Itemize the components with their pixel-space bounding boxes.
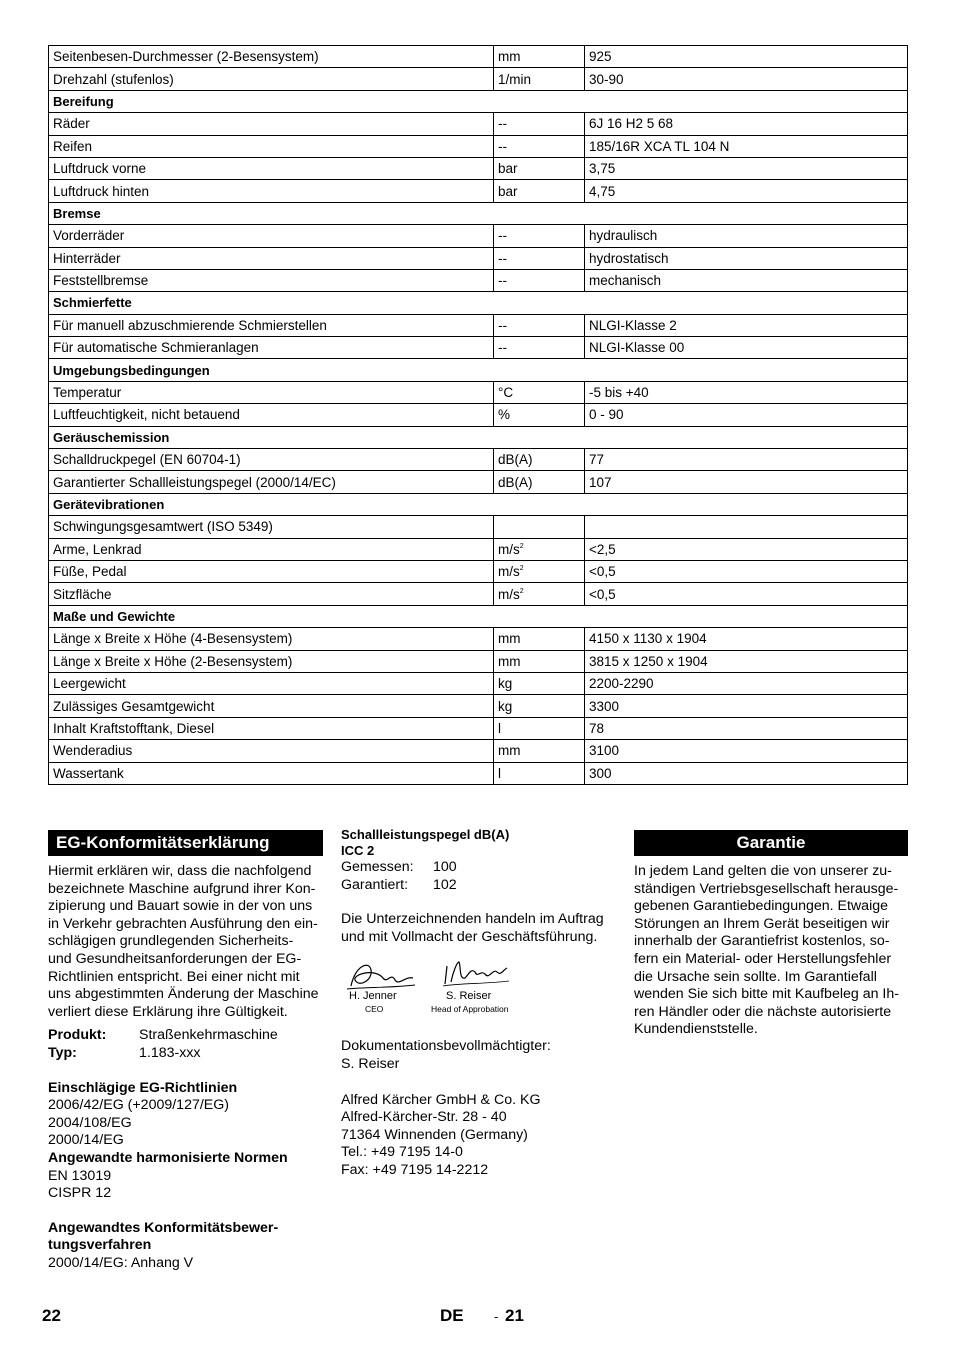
param-unit xyxy=(494,247,585,269)
table-row xyxy=(49,516,908,538)
param-label: Seitenbesen-Durchmesser (2-Besensystem) xyxy=(49,46,494,68)
section-heading: Bereifung xyxy=(49,90,908,112)
doc-rep-block xyxy=(341,1038,616,1073)
warranty-line: die Ursache sein sollte. Im Garantiefall xyxy=(634,968,877,985)
table-row xyxy=(49,560,908,582)
unit-text: °C xyxy=(498,385,514,401)
type-label: Typ: xyxy=(48,1044,77,1061)
param-value: 77 xyxy=(585,449,908,471)
address-line: Tel.: +49 7195 14-0 xyxy=(341,1144,463,1161)
unit-text: m/s xyxy=(498,541,520,557)
unit-superscript: 2 xyxy=(519,542,524,550)
technical-data-table xyxy=(48,45,908,785)
unit-text: -- xyxy=(498,228,507,244)
warranty-line: Kundendienststelle. xyxy=(634,1021,758,1038)
intro-line: bezeichnete Maschine aufgrund ihrer Kon- xyxy=(48,880,316,897)
unit-text: mm xyxy=(498,49,521,65)
unit-text: m/s xyxy=(498,586,520,602)
intro-line: zipierung und Bauart sowie in der von uns xyxy=(48,898,313,915)
unit-text: mm xyxy=(498,631,521,647)
table-row xyxy=(49,672,908,694)
unit-superscript: 2 xyxy=(519,587,524,595)
signer1-role: CEO xyxy=(365,1004,384,1015)
param-label: Luftfeuchtigkeit, nicht betauend xyxy=(49,404,494,426)
address-line: 71364 Winnenden (Germany) xyxy=(341,1126,528,1143)
unit-text: l xyxy=(498,720,501,736)
param-value: 3100 xyxy=(585,740,908,762)
unit-text: bar xyxy=(498,161,518,177)
param-unit xyxy=(494,157,585,179)
warranty-line: ren Händler oder die nächste autorisierte xyxy=(634,1003,892,1020)
procedure-heading-cont: tungsverfahren xyxy=(48,1237,152,1254)
unit-text: bar xyxy=(498,183,518,199)
product-value: Straßenkehrmaschine xyxy=(139,1027,278,1044)
param-label: Schwingungsgesamtwert (ISO 5349) xyxy=(49,516,494,538)
directive-item: 2004/108/EG xyxy=(48,1114,132,1131)
param-label: Reifen xyxy=(49,135,494,157)
param-value: 925 xyxy=(585,46,908,68)
mandate-line: und mit Vollmacht der Geschäftsführung. xyxy=(341,928,598,945)
param-label: Garantierter Schallleistungspegel (2000/14/EC) xyxy=(49,471,494,493)
norms-heading: Angewandte harmonisierte Normen xyxy=(48,1149,288,1166)
conformity-intro xyxy=(48,863,323,1021)
param-unit xyxy=(494,560,585,582)
param-label: Arme, Lenkrad xyxy=(49,538,494,560)
warranty-line: ständigen Vertriebsgesellschaft herausge- xyxy=(634,880,899,897)
warranty-line: gebenen Garantiebedingungen. Etwaige xyxy=(634,898,889,915)
table-row xyxy=(49,247,908,269)
param-unit xyxy=(494,471,585,493)
param-unit xyxy=(494,314,585,336)
directives-block xyxy=(48,1080,323,1203)
table-row xyxy=(49,135,908,157)
warranty-line: Störungen an Ihrem Gerät beseitigen wir xyxy=(634,915,890,932)
intro-line: Hiermit erklären wir, dass die nachfolgend xyxy=(48,863,312,879)
table-row xyxy=(49,695,908,717)
param-unit xyxy=(494,762,585,784)
param-label: Leergewicht xyxy=(49,672,494,694)
param-label: Wenderadius xyxy=(49,740,494,762)
sound-heading: Schallleistungspegel dB(A) xyxy=(341,827,510,842)
table-row xyxy=(49,538,908,560)
product-label: Produkt: xyxy=(48,1027,107,1044)
signer2-role: Head of Approbation xyxy=(431,1004,509,1015)
param-label: Inhalt Kraftstofftank, Diesel xyxy=(49,717,494,739)
table-row xyxy=(49,449,908,471)
param-unit xyxy=(494,672,585,694)
param-unit xyxy=(494,68,585,90)
technical-data-body xyxy=(49,46,908,785)
table-row xyxy=(49,46,908,68)
signature-block xyxy=(341,952,616,1022)
param-value xyxy=(585,516,908,538)
section-row xyxy=(49,359,908,381)
param-value: 30-90 xyxy=(585,68,908,90)
guaranteed-value: 102 xyxy=(433,876,457,893)
norm-item: CISPR 12 xyxy=(48,1185,112,1202)
product-info xyxy=(48,1027,323,1062)
param-value: 2200-2290 xyxy=(585,672,908,694)
intro-line: schlägigen grundlegenden Sicherheits- xyxy=(48,933,294,950)
section-row xyxy=(49,426,908,448)
table-row xyxy=(49,740,908,762)
table-row xyxy=(49,113,908,135)
param-label: Sitzfläche xyxy=(49,583,494,605)
page-number-left: 22 xyxy=(42,1306,61,1325)
intro-line: Richtlinien entspricht. Bei einer nicht mit xyxy=(48,968,300,985)
param-value: 0 - 90 xyxy=(585,404,908,426)
table-row xyxy=(49,68,908,90)
section-heading: Maße und Gewichte xyxy=(49,605,908,627)
param-unit xyxy=(494,717,585,739)
param-value: 78 xyxy=(585,717,908,739)
param-value: 3300 xyxy=(585,695,908,717)
param-label: Luftdruck hinten xyxy=(49,180,494,202)
table-row xyxy=(49,762,908,784)
section-heading: Umgebungsbedingungen xyxy=(49,359,908,381)
procedure-heading: Angewandtes Konformitätsbewer- xyxy=(48,1219,279,1236)
table-row xyxy=(49,381,908,403)
doc-rep-label: Dokumentationsbevollmächtigter: xyxy=(341,1038,551,1055)
param-label: Drehzahl (stufenlos) xyxy=(49,68,494,90)
param-label: Zulässiges Gesamtgewicht xyxy=(49,695,494,717)
section-row xyxy=(49,202,908,224)
param-label: Räder xyxy=(49,113,494,135)
param-unit xyxy=(494,740,585,762)
param-unit xyxy=(494,404,585,426)
param-value: NLGI-Klasse 2 xyxy=(585,314,908,336)
param-unit xyxy=(494,449,585,471)
page-separator: - xyxy=(494,1309,499,1324)
param-value: 3815 x 1250 x 1904 xyxy=(585,650,908,672)
unit-text: % xyxy=(498,407,511,423)
mandate-text xyxy=(341,911,616,946)
address-line: Alfred-Kärcher-Str. 28 - 40 xyxy=(341,1109,507,1126)
signature-jenner xyxy=(345,958,417,994)
param-unit xyxy=(494,180,585,202)
unit-text: 1/min xyxy=(498,71,532,87)
param-unit xyxy=(494,269,585,291)
unit-text: -- xyxy=(498,340,507,356)
param-unit xyxy=(494,695,585,717)
param-label: Schalldruckpegel (EN 60704-1) xyxy=(49,449,494,471)
table-row xyxy=(49,404,908,426)
unit-text: -- xyxy=(498,273,507,289)
param-unit xyxy=(494,650,585,672)
section-row xyxy=(49,493,908,515)
section-heading: Schmierfette xyxy=(49,292,908,314)
signer1-name: H. Jenner xyxy=(349,990,397,1003)
language-code: DE xyxy=(440,1306,464,1325)
warranty-heading: Garantie xyxy=(634,830,908,856)
intro-line: und Gesundheitsanforderungen der EG- xyxy=(48,950,302,967)
unit-text: kg xyxy=(498,698,513,714)
intro-line: in Verkehr gebrachten Ausführung den ein- xyxy=(48,915,318,932)
param-label: Länge x Breite x Höhe (2-Besensystem) xyxy=(49,650,494,672)
param-label: Füße, Pedal xyxy=(49,560,494,582)
table-row xyxy=(49,471,908,493)
sound-subheading: ICC 2 xyxy=(341,843,375,858)
param-unit xyxy=(494,516,585,538)
param-value: hydraulisch xyxy=(585,225,908,247)
section-heading: Geräuschemission xyxy=(49,426,908,448)
param-value: 107 xyxy=(585,471,908,493)
sound-column xyxy=(341,827,616,1180)
table-row xyxy=(49,628,908,650)
intro-line: verliert diese Erklärung ihre Gültigkeit. xyxy=(48,1003,288,1020)
param-value: -5 bis +40 xyxy=(585,381,908,403)
param-value: <0,5 xyxy=(585,560,908,582)
param-value: 185/16R XCA TL 104 N xyxy=(585,135,908,157)
norm-item: EN 13019 xyxy=(48,1167,112,1184)
param-label: Länge x Breite x Höhe (4-Besensystem) xyxy=(49,628,494,650)
param-value: hydrostatisch xyxy=(585,247,908,269)
table-row xyxy=(49,157,908,179)
warranty-column xyxy=(634,830,908,1039)
unit-text: -- xyxy=(498,317,507,333)
table-row xyxy=(49,717,908,739)
param-value: 3,75 xyxy=(585,157,908,179)
param-unit xyxy=(494,225,585,247)
param-label: Für manuell abzuschmierende Schmierstellen xyxy=(49,314,494,336)
address-line: Fax: +49 7195 14-2212 xyxy=(341,1161,489,1178)
measured-label: Gemessen: xyxy=(341,859,414,875)
table-row xyxy=(49,337,908,359)
table-row xyxy=(49,583,908,605)
unit-text: kg xyxy=(498,676,513,692)
section-row xyxy=(49,605,908,627)
section-heading: Gerätevibrationen xyxy=(49,493,908,515)
warranty-line: fern ein Material- oder Herstellungsfehler xyxy=(634,950,892,967)
signature-reiser xyxy=(439,956,511,990)
param-value: <2,5 xyxy=(585,538,908,560)
unit-text: m/s xyxy=(498,564,520,580)
procedure-value: 2000/14/EG: Anhang V xyxy=(48,1254,194,1271)
company-address xyxy=(341,1092,616,1180)
conformity-heading: EG-Konformitätserklärung xyxy=(48,830,323,856)
unit-text: -- xyxy=(498,250,507,266)
intro-line: uns abgestimmten Änderung der Maschine xyxy=(48,986,319,1003)
warranty-line: innerhalb der Garantiefrist kostenlos, so- xyxy=(634,933,890,950)
address-line: Alfred Kärcher GmbH & Co. KG xyxy=(341,1091,541,1108)
param-value: <0,5 xyxy=(585,583,908,605)
param-value: NLGI-Klasse 00 xyxy=(585,337,908,359)
table-row xyxy=(49,269,908,291)
conformity-column xyxy=(48,830,323,1272)
unit-text: mm xyxy=(498,653,521,669)
param-value: 4,75 xyxy=(585,180,908,202)
table-row xyxy=(49,180,908,202)
section-row xyxy=(49,90,908,112)
param-label: Wassertank xyxy=(49,762,494,784)
param-unit xyxy=(494,135,585,157)
guaranteed-label: Garantiert: xyxy=(341,876,409,893)
unit-text: dB(A) xyxy=(498,474,533,490)
param-label: Hinterräder xyxy=(49,247,494,269)
procedure-block xyxy=(48,1220,323,1273)
param-label: Für automatische Schmieranlagen xyxy=(49,337,494,359)
directive-item: 2006/42/EG (+2009/127/EG) xyxy=(48,1097,230,1114)
doc-rep-name: S. Reiser xyxy=(341,1055,400,1072)
warranty-line: wenden Sie sich bitte mit Kaufbeleg an Ih- xyxy=(634,986,899,1003)
param-unit xyxy=(494,628,585,650)
page-number-right: 21 xyxy=(505,1306,524,1325)
param-label: Temperatur xyxy=(49,381,494,403)
param-unit xyxy=(494,381,585,403)
table-row xyxy=(49,225,908,247)
param-value: mechanisch xyxy=(585,269,908,291)
param-unit xyxy=(494,113,585,135)
unit-text: -- xyxy=(498,116,507,132)
unit-superscript: 2 xyxy=(519,565,524,573)
param-label: Luftdruck vorne xyxy=(49,157,494,179)
table-row xyxy=(49,314,908,336)
unit-text: dB(A) xyxy=(498,452,533,468)
param-value: 6J 16 H2 5 68 xyxy=(585,113,908,135)
param-unit xyxy=(494,583,585,605)
mandate-line: Die Unterzeichnenden handeln im Auftrag xyxy=(341,911,604,928)
type-value: 1.183-xxx xyxy=(139,1044,201,1061)
section-row xyxy=(49,292,908,314)
param-label: Vorderräder xyxy=(49,225,494,247)
unit-text: l xyxy=(498,765,501,781)
table-row xyxy=(49,650,908,672)
directive-item: 2000/14/EG xyxy=(48,1132,124,1149)
measured-value: 100 xyxy=(433,859,457,875)
param-unit xyxy=(494,538,585,560)
directives-heading: Einschlägige EG-Richtlinien xyxy=(48,1079,238,1096)
warranty-text xyxy=(634,863,908,1039)
warranty-line: In jedem Land gelten die von unserer zu- xyxy=(634,863,892,879)
param-unit xyxy=(494,46,585,68)
unit-text: -- xyxy=(498,138,507,154)
unit-text: mm xyxy=(498,743,521,759)
param-unit xyxy=(494,337,585,359)
param-label: Feststellbremse xyxy=(49,269,494,291)
signer2-name: S. Reiser xyxy=(446,990,492,1003)
param-value: 4150 x 1130 x 1904 xyxy=(585,628,908,650)
section-heading: Bremse xyxy=(49,202,908,224)
param-value: 300 xyxy=(585,762,908,784)
